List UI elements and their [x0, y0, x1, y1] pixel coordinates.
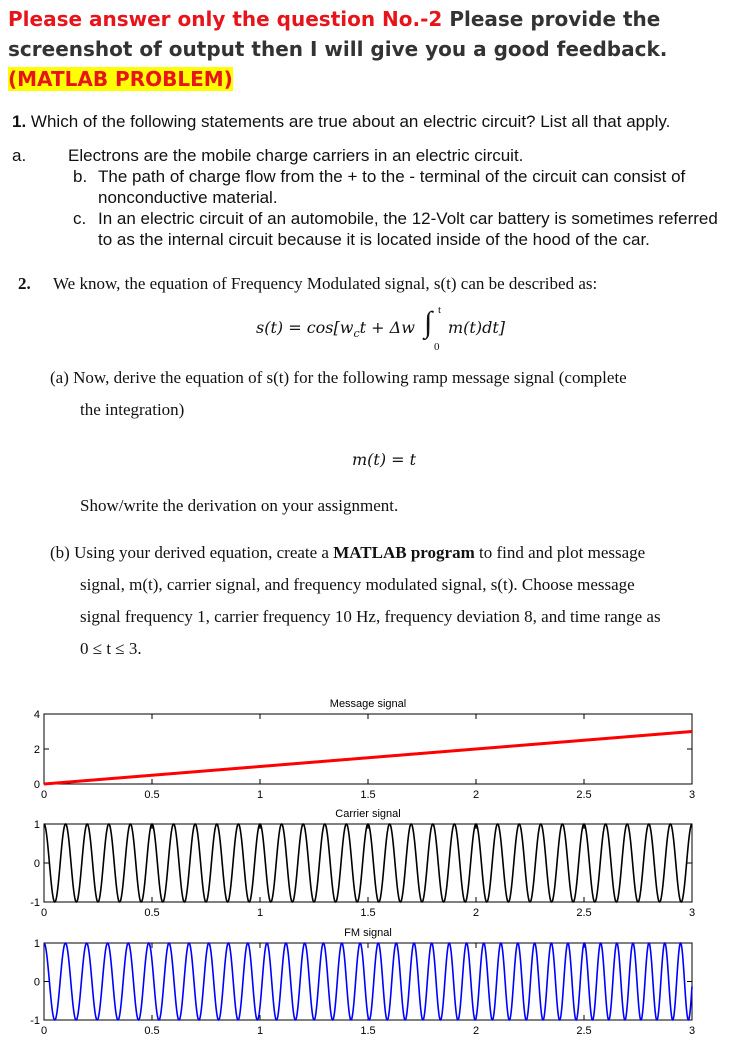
- message-signal-plot: [34, 698, 695, 801]
- plot-title: Message signal: [329, 698, 407, 710]
- plot-title: FM signal: [344, 927, 392, 939]
- integral-upper-limit: t: [438, 304, 442, 316]
- header-matlab-tag: (MATLAB PROBLEM): [8, 67, 233, 91]
- y-tick-label: 0: [33, 779, 40, 791]
- y-tick-label: 0: [33, 858, 40, 870]
- integral-lower-limit: 0: [434, 341, 440, 353]
- axes-box: [44, 714, 692, 784]
- y-tick-label: 0: [33, 976, 40, 989]
- x-tick-label: 3: [688, 907, 696, 919]
- y-tick-label: 1: [33, 819, 40, 831]
- y-tick-label: 2: [33, 744, 40, 756]
- q1-option-b-text: The path of charge flow from the + to the - terminal of the circuit can consist of: [98, 167, 686, 186]
- part-a-line1: (a) Now, derive the equation of s(t) for the following ramp message signal (complete: [50, 368, 627, 387]
- x-tick-label: 1: [256, 789, 264, 801]
- part-a-line2: the integration): [80, 400, 185, 419]
- x-tick-label: 0.5: [144, 789, 160, 801]
- header-request: Please provide the screenshot of output then I will give you a good feedback.: [8, 7, 668, 61]
- x-tick-label: 3: [688, 1025, 696, 1037]
- part-a-show: Show/write the derivation on your assignment.: [80, 496, 399, 515]
- part-b-line1: (b) Using your derived equation, create a MATLAB program to find and plot message: [50, 543, 646, 562]
- x-tick-label: 2: [472, 789, 480, 801]
- question-header: [8, 4, 748, 94]
- x-tick-label: 2: [472, 907, 480, 919]
- q1-option-c-label: c.: [73, 209, 87, 228]
- x-tick-label: 1: [256, 1025, 264, 1037]
- plot-title: Carrier signal: [335, 808, 401, 820]
- x-tick-label: 1.5: [360, 1025, 376, 1037]
- ramp-equation: m(t) = t: [352, 450, 417, 469]
- axes-box: [44, 824, 692, 902]
- x-tick-label: 3: [688, 789, 696, 801]
- carrier-signal-plot: [30, 808, 695, 919]
- part-b-line3: signal frequency 1, carrier frequency 10 Hz, frequency deviation 8, and time range as: [80, 607, 661, 626]
- y-tick-label: 4: [33, 709, 40, 721]
- integral-sign: ∫: [424, 306, 433, 339]
- integral-body: m(t)dt]: [448, 318, 505, 337]
- q1-prompt: [12, 112, 670, 132]
- x-tick-label: 0: [40, 907, 48, 919]
- q1-option-b-label: b.: [73, 167, 88, 186]
- x-tick-label: 0: [40, 789, 48, 801]
- x-tick-label: 1.5: [360, 907, 376, 919]
- x-tick-label: 2: [472, 1025, 480, 1037]
- x-tick-label: 2.5: [576, 1025, 592, 1037]
- q1-option-a-text: Electrons are the mobile charge carriers in an electric circuit.: [68, 146, 524, 165]
- fm-signal-plot: [30, 927, 695, 1037]
- x-tick-label: 0: [40, 1025, 48, 1037]
- q1-option-a-label: a.: [12, 146, 27, 165]
- q1-option-b-text-cont: nonconductive material.: [98, 188, 278, 207]
- x-tick-label: 0.5: [144, 907, 160, 919]
- x-tick-label: 0.5: [144, 1025, 160, 1037]
- q1-option-c-text: In an electric circuit of an automobile, the 12-Volt car battery is sometimes referred: [98, 209, 718, 228]
- header-instruction: Please answer only the question No.-2: [8, 7, 443, 31]
- x-tick-label: 1: [256, 907, 264, 919]
- q1-number: 1.: [12, 112, 27, 131]
- fm-equation: $s(t) = \cos[w_ct + \Delta w$: [256, 318, 415, 341]
- y-tick-label: -1: [30, 897, 40, 909]
- x-tick-label: 2.5: [576, 789, 592, 801]
- x-tick-label: 2.5: [576, 907, 592, 919]
- x-tick-label: 1.5: [360, 789, 376, 801]
- part-b-line4: 0 ≤ t ≤ 3.: [80, 639, 142, 658]
- matlab-figure: [0, 682, 751, 1042]
- q2-intro: We know, the equation of Frequency Modulated signal, s(t) can be described as:: [53, 274, 598, 293]
- part-b-line2: signal, m(t), carrier signal, and frequency modulated signal, s(t). Choose message: [80, 575, 635, 594]
- matlab-program-bold: MATLAB program: [333, 543, 475, 562]
- y-tick-label: 1: [33, 938, 40, 950]
- q1-text: Which of the following statements are true about an electric circuit? List all that apply.: [26, 112, 671, 131]
- q1-option-c-text-cont: to as the internal circuit because it is located inside of the hood of the car.: [98, 230, 650, 249]
- y-tick-label: -1: [30, 1015, 40, 1027]
- q2-number: 2.: [18, 274, 31, 293]
